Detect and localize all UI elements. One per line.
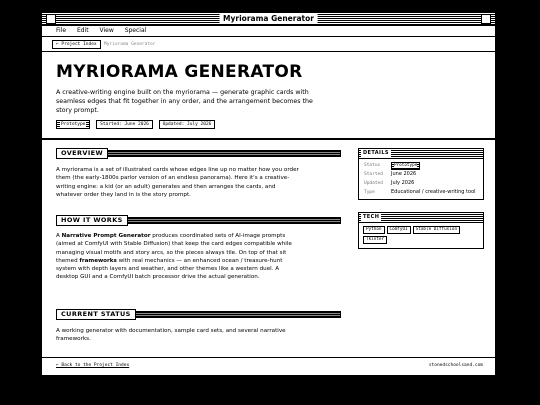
overview-text: A myriorama is a set of illustrated cards whose edges line up no matter how you order them (the early-1800s parlor version of an endless panorama). Here it's a creative-writing engine: a kid (or an adult) generates and then arranges the cards, and whatever order they land in is the story prompt.	[56, 167, 299, 198]
current-status-heading: CURRENT STATUS	[56, 309, 341, 320]
tech-list	[359, 223, 483, 248]
hero	[42, 52, 495, 140]
heading-bar	[124, 217, 341, 224]
updated-tag: Updated: July 2026	[159, 120, 216, 129]
details-heading: DETAILS	[359, 149, 483, 159]
heading-bar	[104, 150, 341, 157]
tech-tag: Python	[363, 226, 385, 234]
breadcrumb-current: Myriorama Generator	[104, 42, 156, 47]
tech-tag: ComfyUI	[387, 226, 411, 234]
menu-edit[interactable]: Edit	[76, 27, 89, 34]
menu-view[interactable]: View	[99, 27, 114, 34]
app-window	[41, 12, 496, 376]
tech-tag: Stable Diffusion	[413, 226, 460, 234]
tech-tag: Tkinter	[363, 236, 387, 244]
details-panel	[358, 148, 484, 200]
title-bar	[42, 13, 495, 26]
menu-file[interactable]: File	[56, 27, 67, 34]
overview-heading: OVERVIEW	[56, 148, 341, 159]
tech-heading: TECH	[359, 213, 483, 223]
page-title: MYRIORAMA GENERATOR	[56, 62, 303, 82]
frameworks-term: frameworks	[79, 257, 117, 264]
detail-row-updated: Updated July 2026	[364, 180, 415, 186]
how-it-works-heading: HOW IT WORKS	[56, 215, 341, 226]
zoom-box-icon[interactable]	[481, 14, 491, 24]
status-badge: Prototype	[56, 120, 90, 129]
back-to-index-link[interactable]: ← Project Index	[52, 40, 101, 49]
back-to-index-footer-link[interactable]: ← Back to the Project Index	[56, 363, 130, 368]
page-lede: A creative-writing engine built on the myriorama — generate graphic cards with seamless edges that fit together in any order, and the arrangement becomes the story prompt.	[56, 89, 313, 114]
tech-panel	[358, 212, 484, 249]
status-badge: Prototype	[391, 162, 420, 170]
detail-row-started: Started June 2026	[364, 171, 417, 177]
footer	[42, 357, 495, 376]
hero-tags	[56, 120, 218, 129]
how-it-works-text: A Narrative Prompt Generator produces coordinated sets of AI-image prompts (aimed at ComfyUI with Stable Diffusion) that keep the card edges compatible while managing visual motifs and story arcs, so the pieces always tile. On top of that sit themed frameworks with real mechanics — an enhanced ocean / treasure-hunt system with depth layers and weather, and other themes like a western duel. A desktop GUI and a ComfyUI batch processor drive the actual generation.	[56, 233, 292, 281]
current-status-text: A working generator with documentation, sample card sets, and several narrative frameworks.	[56, 328, 286, 343]
window-title: Myriorama Generator	[219, 13, 318, 24]
detail-row-type: Type Educational / creative-writing tool	[364, 189, 476, 195]
started-tag: Started: June 2026	[96, 120, 153, 129]
detail-row-status: Status Prototype	[359, 161, 483, 170]
narrative-prompt-generator-term: Narrative Prompt Generator	[61, 233, 151, 239]
menu-special[interactable]: Special	[124, 27, 147, 34]
heading-bar	[134, 311, 341, 318]
close-box-icon[interactable]	[46, 14, 56, 24]
breadcrumb	[42, 37, 495, 52]
site-name: stonedschoolsand.com	[428, 363, 483, 368]
menu-bar	[42, 26, 495, 37]
